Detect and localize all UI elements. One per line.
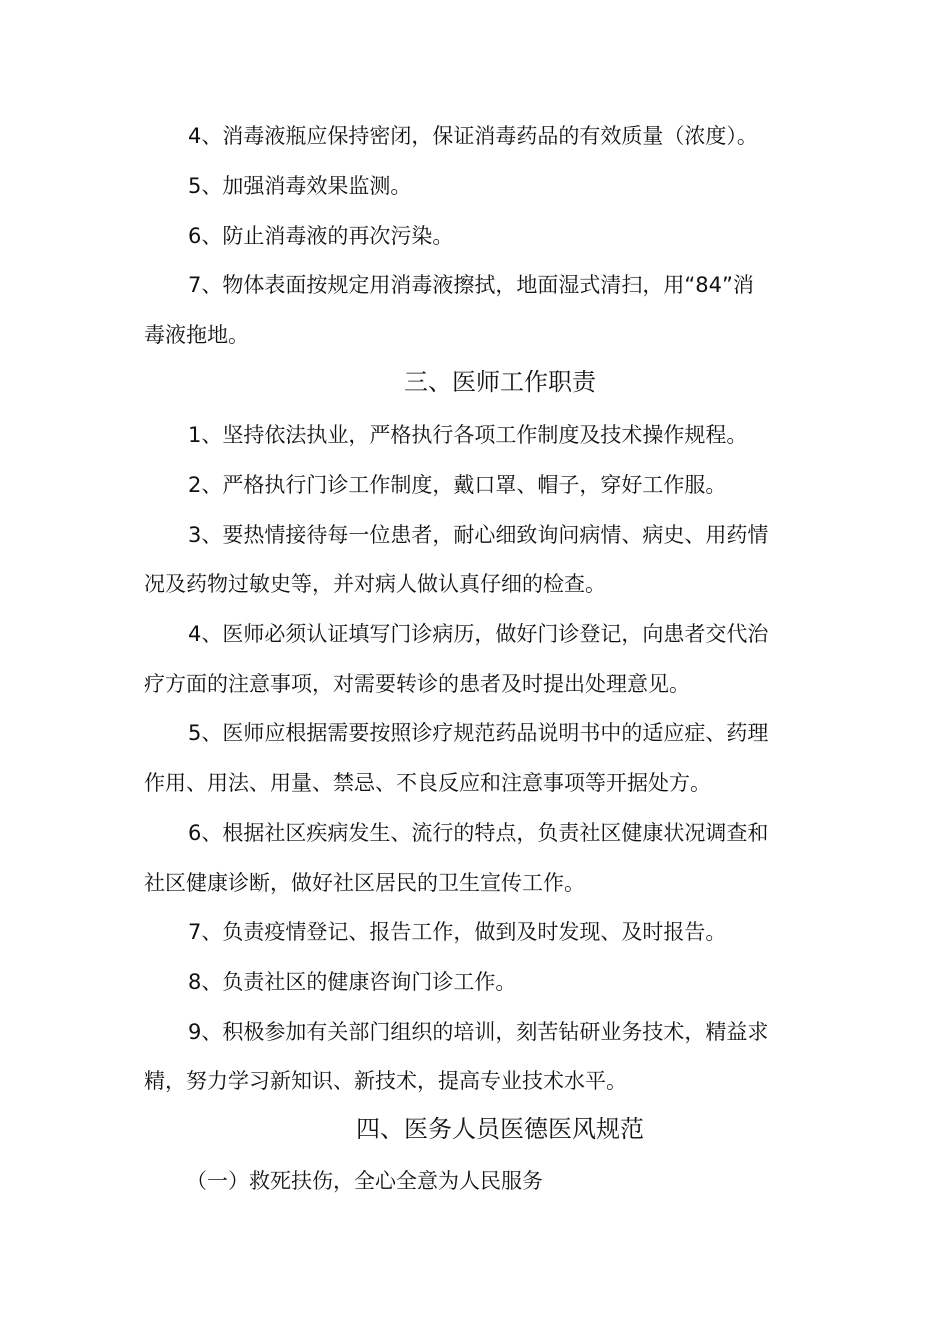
disinfect-item-4: 4、消毒液瓶应保持密闭，保证消毒药品的有效质量（浓度）。	[188, 124, 758, 148]
doctor-duty-5-line-1: 5、医师应根据需要按照诊疗规范药品说明书中的适应症、药理	[188, 721, 769, 745]
doctor-duty-6-line-2: 社区健康诊断，做好社区居民的卫生宣传工作。	[144, 871, 585, 895]
doctor-duty-5-line-2: 作用、用法、用量、禁忌、不良反应和注意事项等开据处方。	[144, 771, 711, 795]
disinfect-item-5: 5、加强消毒效果监测。	[188, 174, 412, 198]
disinfect-item-6: 6、防止消毒液的再次污染。	[188, 224, 454, 248]
doctor-duty-7: 7、负责疫情登记、报告工作，做到及时发现、及时报告。	[188, 920, 727, 944]
doctor-duty-9-line-2: 精，努力学习新知识、新技术，提高专业技术水平。	[144, 1069, 627, 1093]
doctor-duty-3-line-1: 3、要热情接待每一位患者，耐心细致询问病情、病史、用药情	[188, 523, 769, 547]
doctor-duty-2: 2、严格执行门诊工作制度，戴口罩、帽子，穿好工作服。	[188, 473, 727, 497]
disinfect-item-7-line-2: 毒液拖地。	[144, 323, 249, 347]
doctor-duty-8: 8、负责社区的健康咨询门诊工作。	[188, 970, 517, 994]
doctor-duty-6-line-1: 6、根据社区疾病发生、流行的特点，负责社区健康状况调查和	[188, 821, 769, 845]
doctor-duty-4-line-2: 疗方面的注意事项，对需要转诊的患者及时提出处理意见。	[144, 672, 690, 696]
disinfect-item-7-line-1: 7、物体表面按规定用消毒液擦拭，地面湿式清扫，用“84”消	[188, 273, 754, 297]
section-4-title: 四、医务人员医德医风规范	[356, 1115, 644, 1143]
section-3-title: 三、医师工作职责	[404, 368, 596, 396]
doctor-duty-3-line-2: 况及药物过敏史等，并对病人做认真仔细的检查。	[144, 572, 606, 596]
doctor-duty-9-line-1: 9、积极参加有关部门组织的培训，刻苦钻研业务技术，精益求	[188, 1020, 769, 1044]
doctor-duty-4-line-1: 4、医师必须认证填写门诊病历，做好门诊登记，向患者交代治	[188, 622, 769, 646]
section-4-subheading-1: （一）救死扶伤，全心全意为人民服务	[186, 1169, 543, 1193]
doctor-duty-1: 1、坚持依法执业，严格执行各项工作制度及技术操作规程。	[188, 423, 748, 447]
